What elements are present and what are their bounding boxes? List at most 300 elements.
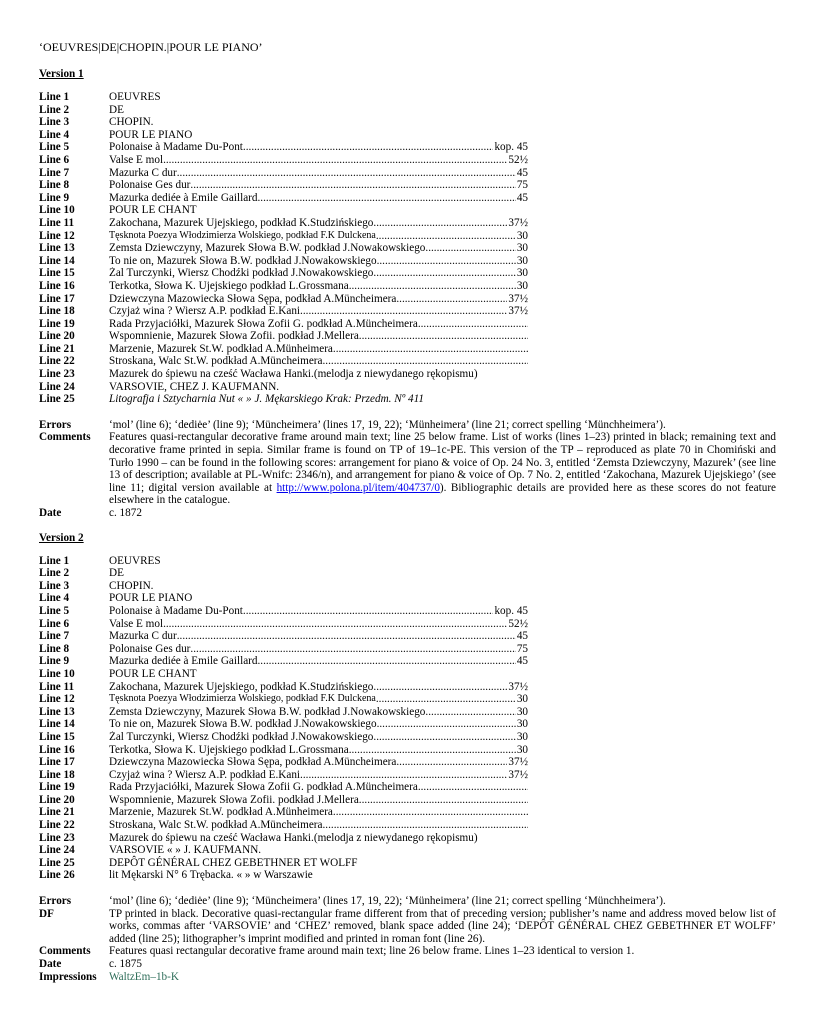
line-row: [39, 555, 776, 568]
work-price: 45: [516, 630, 528, 643]
line-content: [109, 192, 776, 205]
line-row: [39, 668, 776, 681]
line-row: [39, 844, 776, 857]
line-label: Line 15: [39, 730, 75, 743]
work-price: 37½: [508, 216, 528, 229]
work-price: 30: [516, 730, 528, 743]
work-entry: [109, 681, 528, 694]
work-entry: [109, 693, 528, 706]
line-content: [109, 668, 776, 681]
line-row: [39, 116, 776, 129]
dot-leader: [377, 718, 516, 731]
comments-text-part: ). Bibliographic details are provided here as these scores do not feature elsewhere in the catalogue.: [109, 481, 777, 507]
work-price: 37½: [508, 305, 528, 318]
work-entry: [109, 267, 528, 280]
dot-leader: [243, 605, 494, 618]
line-row: [39, 806, 776, 819]
line-content: [109, 643, 776, 656]
work-price: 37½: [508, 292, 528, 305]
dot-leader: [373, 681, 507, 694]
line-label: Line 11: [39, 680, 75, 693]
line-content: [109, 255, 776, 268]
work-title: To nie on, Mazurek Słowa B.W. podkład J.Nowakowskiego: [109, 254, 377, 267]
work-price: [528, 355, 529, 368]
dot-leader: [359, 794, 528, 807]
date-text: c. 1875: [109, 958, 142, 970]
line-label: Line 20: [39, 793, 75, 806]
line-label: Line 15: [39, 267, 75, 280]
dot-leader: [323, 819, 529, 832]
line-content: [109, 592, 776, 605]
line-row: [39, 154, 776, 167]
line-label: Line 12: [39, 229, 75, 242]
line-content: [109, 744, 776, 757]
comments-text: [109, 431, 776, 507]
line-content: [109, 330, 776, 343]
line-text: DE: [109, 103, 124, 116]
dot-leader: [373, 731, 515, 744]
work-price: [528, 819, 529, 832]
line-content: [109, 857, 776, 870]
comments-row: [39, 945, 776, 958]
work-title: Mazurka dediée à Emile Gaillard: [109, 655, 258, 668]
line-row: [39, 393, 776, 406]
line-text: DEPÔT GÉNÉRAL CHEZ GEBETHNER ET WOLFF: [109, 856, 358, 869]
line-label: Line 23: [39, 368, 75, 381]
work-title: Valse E mol: [109, 153, 164, 166]
line-content: [109, 681, 776, 694]
work-entry: [109, 706, 528, 719]
line-label: Line 17: [39, 292, 75, 305]
impressions-label: Impressions: [39, 970, 97, 983]
line-content: [109, 355, 776, 368]
line-row: [39, 857, 776, 870]
line-row: [39, 630, 776, 643]
version-heading: Version 1: [39, 68, 84, 80]
line-content: [109, 393, 776, 406]
dot-leader: [377, 255, 516, 268]
work-entry: [109, 643, 528, 656]
work-price: 37½: [508, 680, 528, 693]
line-content: [109, 242, 776, 255]
work-entry: [109, 630, 528, 643]
work-title: Tęsknota Poezya Włodzimierza Wolskiego, podkład F.K Dulckena: [109, 229, 376, 241]
dot-leader: [373, 267, 515, 280]
dot-leader: [163, 618, 507, 631]
dot-leader: [257, 655, 515, 668]
dot-leader: [418, 781, 528, 794]
line-content: [109, 580, 776, 593]
line-content: [109, 230, 776, 243]
dot-leader: [376, 693, 516, 706]
work-title: Rada Przyjaciółki, Mazurek Słowa Zofii G. podkład A.Müncheimera: [109, 781, 418, 794]
line-row: [39, 267, 776, 280]
line-label: Line 2: [39, 567, 70, 580]
work-entry: [109, 781, 529, 794]
comments-text: Features quasi rectangular decorative frame around main text; line 26 below frame. Lines 1–23 identical to version 1.: [109, 945, 635, 958]
work-price: 75: [516, 642, 528, 655]
work-price: 52½: [508, 617, 528, 630]
line-label: Line 23: [39, 831, 75, 844]
work-title: Wspomnienie, Mazurek Słowa Zofii. podkład J.Mellera: [109, 793, 359, 806]
line-text: DE: [109, 567, 124, 580]
line-label: Line 4: [39, 592, 70, 605]
line-label: Line 10: [39, 667, 75, 680]
line-label: Line 16: [39, 279, 75, 292]
polona-link[interactable]: http://www.polona.pl/item/404737/0: [276, 481, 440, 494]
dot-leader: [190, 179, 515, 192]
work-entry: [109, 756, 528, 769]
version-1-section: [39, 68, 776, 520]
line-row: [39, 718, 776, 731]
line-row: [39, 293, 776, 306]
work-entry: [109, 330, 529, 343]
line-row: [39, 91, 776, 104]
line-content: [109, 154, 776, 167]
line-label: Line 26: [39, 869, 75, 882]
work-title: Polonaise Ges dur: [109, 179, 191, 192]
line-text: CHOPIN.: [109, 579, 154, 592]
line-content: [109, 630, 776, 643]
work-entry: [109, 154, 528, 167]
line-label: Line 3: [39, 579, 70, 592]
work-price: 45: [516, 655, 528, 668]
line-label: Line 1: [39, 91, 70, 103]
line-content: [109, 555, 776, 568]
line-label: Line 19: [39, 317, 75, 330]
line-label: Line 5: [39, 604, 70, 617]
line-label: Line 2: [39, 103, 70, 116]
work-title: Dziewczyna Mazowiecka Słowa Sępa, podkład A.Müncheimera: [109, 292, 397, 305]
dot-leader: [300, 305, 507, 318]
work-title: Stroskana, Walc St.W. podkład A.Müncheimera: [109, 819, 323, 832]
work-entry: [109, 293, 528, 306]
line-text: POUR LE PIANO: [109, 128, 193, 141]
work-price: 30: [516, 254, 528, 267]
document-page: [39, 40, 776, 983]
work-title: Tęsknota Poezya Włodzimierza Wolskiego, podkład F.K Dulckena: [109, 693, 376, 705]
impressions-row: [39, 971, 776, 984]
line-row: [39, 769, 776, 782]
errors-row: [39, 419, 776, 432]
line-row: [39, 343, 776, 356]
dot-leader: [376, 230, 516, 243]
line-label: Line 6: [39, 153, 70, 166]
line-row: [39, 381, 776, 394]
line-label: Line 18: [39, 305, 75, 318]
line-content: [109, 605, 776, 618]
line-text: lit Mękarski N° 6 Trębacka. « » w Warszawie: [109, 869, 313, 882]
work-title: Stroskana, Walc St.W. podkład A.Müncheimera: [109, 355, 323, 368]
line-text: OEUVRES: [109, 91, 161, 103]
work-price: 30: [516, 693, 528, 706]
line-row: [39, 706, 776, 719]
impressions-text: WaltzEm–1b-K: [109, 970, 179, 983]
line-content: [109, 368, 776, 381]
work-price: 30: [516, 718, 528, 731]
line-row: [39, 242, 776, 255]
line-content: [109, 293, 776, 306]
line-label: Line 9: [39, 191, 70, 204]
line-content: [109, 693, 776, 706]
line-row: [39, 179, 776, 192]
dot-leader: [396, 756, 507, 769]
line-row: [39, 280, 776, 293]
line-content: [109, 869, 776, 882]
line-label: Line 19: [39, 781, 75, 794]
line-row: [39, 681, 776, 694]
date-row: [39, 507, 776, 520]
line-label: Line 12: [39, 693, 75, 706]
date-text: c. 1872: [109, 507, 142, 519]
dot-leader: [373, 217, 507, 230]
line-row: [39, 192, 776, 205]
dot-leader: [396, 293, 507, 306]
line-label: Line 7: [39, 166, 70, 179]
line-label: Line 10: [39, 204, 75, 217]
line-content: [109, 618, 776, 631]
work-title: Dziewczyna Mazowiecka Słowa Sępa, podkład A.Müncheimera: [109, 756, 397, 769]
line-content: [109, 217, 776, 230]
line-content: [109, 343, 776, 356]
work-price: 30: [516, 267, 528, 280]
date-row: [39, 958, 776, 971]
work-entry: [109, 731, 528, 744]
work-entry: [109, 819, 529, 832]
work-title: Zemsta Dziewczyny, Mazurek Słowa B.W. podkład J.Nowakowskiego: [109, 242, 426, 255]
work-title: Terkotka, Słowa K. Ujejskiego podkład L.Grossmana: [109, 279, 349, 292]
line-content: [109, 141, 776, 154]
line-content: [109, 116, 776, 129]
work-entry: [109, 179, 528, 192]
line-row: [39, 756, 776, 769]
work-price: 45: [516, 166, 528, 179]
line-row: [39, 567, 776, 580]
work-price: 52½: [508, 153, 528, 166]
errors-row: [39, 895, 776, 908]
line-text: Mazurek do śpiewu na cześć Wacława Hanki.(melodja z niewydanego rękopismu): [109, 368, 478, 381]
dot-leader: [418, 318, 528, 331]
work-price: 75: [516, 179, 528, 192]
errors-label: Errors: [39, 895, 72, 908]
line-row: [39, 167, 776, 180]
line-text: POUR LE PIANO: [109, 592, 193, 605]
dot-leader: [243, 141, 494, 154]
work-title: Polonaise à Madame Du-Pont: [109, 141, 243, 154]
line-text: OEUVRES: [109, 554, 161, 567]
work-entry: [109, 343, 529, 356]
errors-text: ‘mol’ (line 6); ‘dediėe’ (line 9); ‘Müncheimera’ (lines 17, 19, 22); ‘Münheimera’ (line 21; correct spelling ‘Münchheimera’).: [109, 418, 666, 431]
work-entry: [109, 305, 528, 318]
line-label: Line 5: [39, 141, 70, 154]
work-entry: [109, 618, 528, 631]
line-label: Line 22: [39, 355, 75, 368]
work-title: Zakochana, Mazurek Ujejskiego, podkład K.Studzińskiego: [109, 216, 374, 229]
line-label: Line 22: [39, 819, 75, 832]
line-content: [109, 819, 776, 832]
work-title: Mazurka C dur: [109, 630, 177, 643]
comments-row: [39, 431, 776, 507]
work-title: Valse E mol: [109, 617, 164, 630]
date-label: Date: [39, 507, 62, 519]
work-title: Polonaise à Madame Du-Pont: [109, 604, 243, 617]
work-price: 30: [516, 229, 528, 242]
line-content: [109, 706, 776, 719]
line-row: [39, 693, 776, 706]
work-title: Czyjaż wina ? Wiersz A.P. podkład E.Kani: [109, 305, 301, 318]
work-entry: [109, 605, 528, 618]
line-label: Line 17: [39, 756, 75, 769]
line-label: Line 18: [39, 768, 75, 781]
work-title: Marzenie, Mazurek St.W. podkład A.Münheimera: [109, 342, 333, 355]
dot-leader: [359, 330, 528, 343]
line-row: [39, 305, 776, 318]
line-label: Line 21: [39, 342, 75, 355]
date-label: Date: [39, 958, 62, 970]
line-content: [109, 655, 776, 668]
work-title: Wspomnienie, Mazurek Słowa Zofii. podkład J.Mellera: [109, 330, 359, 343]
line-text: Mazurek do śpiewu na cześć Wacława Hanki.(melodja z niewydanego rękopismu): [109, 831, 478, 844]
dot-leader: [163, 154, 507, 167]
dot-leader: [333, 806, 528, 819]
work-entry: [109, 718, 528, 731]
line-row: [39, 230, 776, 243]
work-price: [528, 794, 529, 807]
line-row: [39, 204, 776, 217]
line-label: Line 4: [39, 128, 70, 141]
line-content: [109, 844, 776, 857]
line-row: [39, 330, 776, 343]
comments-label: Comments: [39, 945, 91, 958]
dot-leader: [177, 630, 516, 643]
dot-leader: [257, 192, 515, 205]
line-row: [39, 731, 776, 744]
work-title: Polonaise Ges dur: [109, 642, 191, 655]
work-price: [528, 330, 529, 343]
dot-leader: [425, 706, 515, 719]
line-label: Line 14: [39, 254, 75, 267]
line-row: [39, 318, 776, 331]
line-content: [109, 756, 776, 769]
line-label: Line 9: [39, 655, 70, 668]
line-label: Line 13: [39, 242, 75, 255]
line-label: Line 13: [39, 705, 75, 718]
dot-leader: [425, 242, 515, 255]
work-entry: [109, 806, 529, 819]
line-row: [39, 643, 776, 656]
dot-leader: [323, 355, 529, 368]
line-label: Line 20: [39, 330, 75, 343]
dot-leader: [333, 343, 528, 356]
work-price: 30: [516, 279, 528, 292]
line-content: [109, 769, 776, 782]
work-entry: [109, 794, 529, 807]
line-content: [109, 781, 776, 794]
line-text: VARSOVIE « » J. KAUFMANN.: [109, 844, 262, 857]
line-row: [39, 580, 776, 593]
line-row: [39, 832, 776, 845]
line-label: Line 1: [39, 554, 70, 567]
work-entry: [109, 192, 528, 205]
line-row: [39, 781, 776, 794]
dot-leader: [300, 769, 507, 782]
work-title: To nie on, Mazurek Słowa B.W. podkład J.Nowakowskiego: [109, 718, 377, 731]
line-row: [39, 141, 776, 154]
line-row: [39, 129, 776, 142]
line-row: [39, 255, 776, 268]
errors-label: Errors: [39, 418, 72, 431]
line-row: [39, 869, 776, 882]
line-label: Line 8: [39, 179, 70, 192]
line-content: [109, 567, 776, 580]
line-row: [39, 368, 776, 381]
work-entry: [109, 230, 528, 243]
line-label: Line 16: [39, 743, 75, 756]
line-content: [109, 806, 776, 819]
line-row: [39, 592, 776, 605]
line-content: [109, 204, 776, 217]
dot-leader: [349, 280, 516, 293]
work-entry: [109, 318, 529, 331]
line-row: [39, 104, 776, 117]
work-title: Zemsta Dziewczyny, Mazurek Słowa B.W. podkład J.Nowakowskiego: [109, 705, 426, 718]
work-price: kop. 45: [494, 604, 528, 617]
line-content: [109, 381, 776, 394]
work-entry: [109, 255, 528, 268]
work-entry: [109, 141, 528, 154]
line-label: Line 7: [39, 630, 70, 643]
work-entry: [109, 355, 529, 368]
line-label: Line 11: [39, 216, 75, 229]
line-text: Litografja i Sztycharnia Nut « » J. Mękarskiego Krak: Przedm. Nº 411: [109, 393, 424, 406]
work-title: Zakochana, Mazurek Ujejskiego, podkład K.Studzińskiego: [109, 680, 374, 693]
line-row: [39, 355, 776, 368]
version-2-section: [39, 532, 776, 984]
document-title: ‘OEUVRES|DE|CHOPIN.|POUR LE PIANO’: [39, 40, 263, 54]
line-content: [109, 318, 776, 331]
line-text: CHOPIN.: [109, 116, 154, 129]
work-price: 37½: [508, 756, 528, 769]
line-row: [39, 618, 776, 631]
line-label: Line 21: [39, 806, 75, 819]
line-content: [109, 179, 776, 192]
line-label: Line 24: [39, 380, 75, 393]
line-content: [109, 91, 776, 104]
line-label: Line 24: [39, 844, 75, 857]
line-text: VARSOVIE, CHEZ J. KAUFMANN.: [109, 380, 280, 393]
df-text: TP printed in black. Decorative quasi-rectangular frame different from that of preceding version; publisher’s name and address moved below list of works, commas after ‘VARSOVIE’ and ‘CHEZ’ removed, blank space added (line 24); ‘DEPÔT GÉNÉRAL CHEZ GEBETHNER ET WOLFF’ added (line 25); lithographer’s imprint modified and printed in roman font (line 26).: [109, 907, 776, 945]
work-title: Marzenie, Mazurek St.W. podkład A.Münheimera: [109, 806, 333, 819]
line-content: [109, 731, 776, 744]
line-label: Line 25: [39, 393, 75, 406]
work-price: 30: [516, 705, 528, 718]
line-row: [39, 819, 776, 832]
line-content: [109, 280, 776, 293]
work-price: 30: [516, 743, 528, 756]
errors-text: ‘mol’ (line 6); ‘dediėe’ (line 9); ‘Müncheimera’ (lines 17, 19, 22); ‘Münheimera’ (line 21; correct spelling ‘Münchheimera’).: [109, 895, 666, 908]
work-price: 45: [516, 191, 528, 204]
work-title: Terkotka, Słowa K. Ujejskiego podkład L.Grossmana: [109, 743, 349, 756]
dot-leader: [177, 167, 516, 180]
work-entry: [109, 280, 528, 293]
work-title: Czyjaż wina ? Wiersz A.P. podkład E.Kani: [109, 768, 301, 781]
work-title: Żal Turczynki, Wiersz Chodźki podkład J.Nowakowskiego: [109, 730, 374, 743]
work-title: Mazurka dediée à Emile Gaillard: [109, 191, 258, 204]
line-row: [39, 794, 776, 807]
line-content: [109, 794, 776, 807]
work-title: Żal Turczynki, Wiersz Chodźki podkład J.Nowakowskiego: [109, 267, 374, 280]
line-content: [109, 718, 776, 731]
